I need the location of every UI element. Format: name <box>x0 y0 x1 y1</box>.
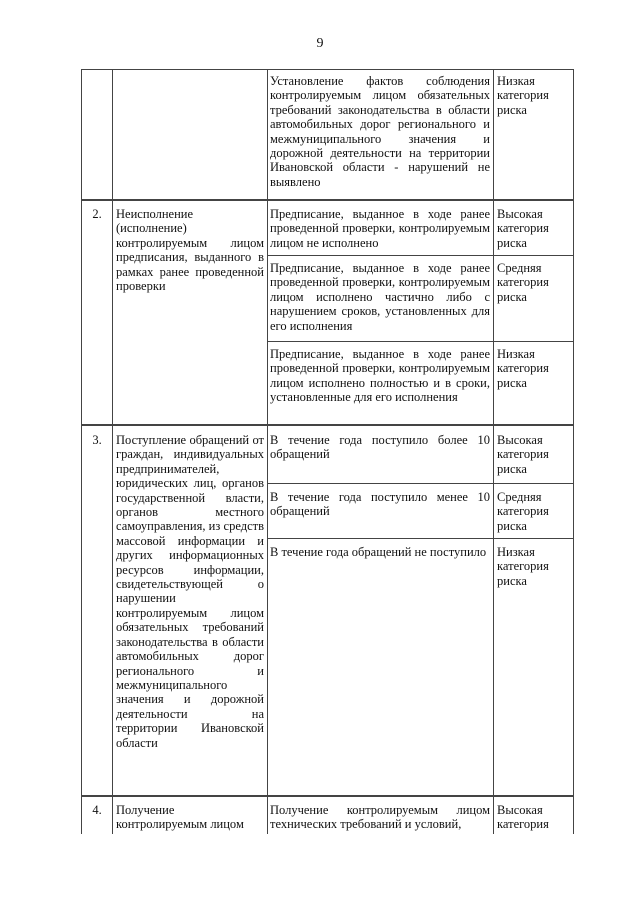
table-row <box>81 796 574 834</box>
table-row <box>81 200 574 425</box>
risk-category: Высокая категория риска <box>497 433 549 476</box>
page-number: 9 <box>316 36 324 51</box>
condition-text: Предписание, выданное в ходе ранее проведенной проверки, контролируемым лицом не исполнено <box>270 207 490 250</box>
risk-category: Низкая категория риска <box>497 347 549 390</box>
condition-text: В течение года поступило более 10 обращений <box>270 433 490 462</box>
criterion-text: Поступление обращений от граждан, индивидуальных предпринимателей, юридических лиц, органов государственной власти, органов местного самоуправления, из средств массовой информации и других информационных ресурсов информации, свидетельствующей о нарушении контролируемым лицом обязательных требований законодательства в области автомобильных дорог регионального и межмуниципального значения и дорожной деятельности на территории Ивановской области <box>116 433 264 750</box>
condition-text: Предписание, выданное в ходе ранее проведенной проверки, контролируемым лицом исполнено полностью и в сроки, установленные для его исполнения <box>270 347 490 405</box>
risk-category: Высокая категория <box>497 803 549 832</box>
criterion-text: Неисполнение (исполнение) контролируемым лицом предписания, выданного в рамках ранее проведенной проверки <box>116 207 264 294</box>
condition-text: Получение контролируемым лицом технических требований и условий, <box>270 803 490 832</box>
condition-text: В течение года поступило менее 10 обращений <box>270 490 490 519</box>
risk-category: Средняя категория риска <box>497 490 549 533</box>
condition-text: Установление фактов соблюдения контролируемым лицом обязательных требований законодательства в области автомобильных дорог регионального и межмуниципального значения и дорожной деятельности на территории Ивановской области - нарушений не выявлено <box>270 74 490 189</box>
table-row <box>81 69 574 200</box>
risk-category: Высокая категория риска <box>497 207 549 250</box>
row-number: 4. <box>92 803 102 817</box>
condition-text: Предписание, выданное в ходе ранее проведенной проверки, контролируемым лицом исполнено частично либо с нарушением сроков, установленных для его исполнения <box>270 261 490 333</box>
row-number: 2. <box>92 207 102 221</box>
risk-category: Низкая категория риска <box>497 74 549 117</box>
table-row <box>81 425 574 796</box>
risk-category: Низкая категория риска <box>497 545 549 588</box>
criterion-text: Получение контролируемым лицом <box>116 803 244 832</box>
risk-category: Средняя категория риска <box>497 261 549 304</box>
condition-text: В течение года обращений не поступило <box>270 545 487 559</box>
row-number: 3. <box>92 433 102 447</box>
